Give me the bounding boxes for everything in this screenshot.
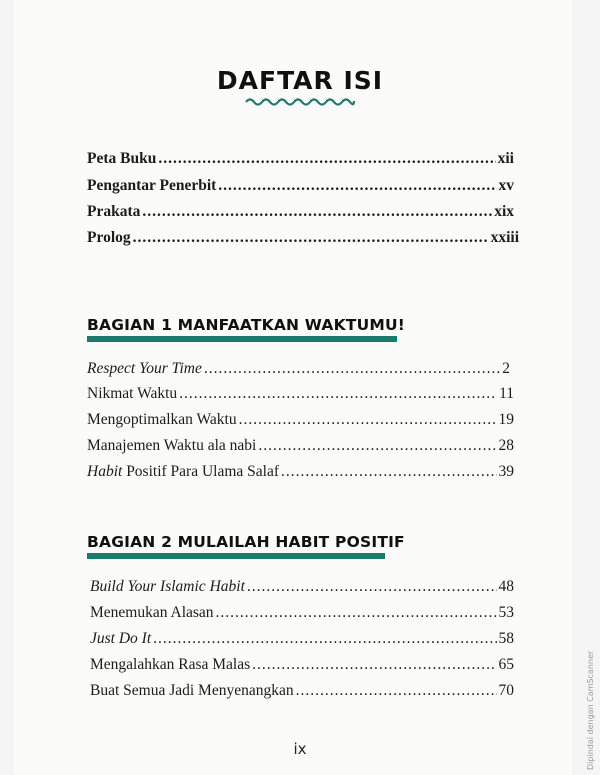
dot-leader [239,411,497,429]
dot-leader [258,437,496,455]
toc-entry-page: 58 [498,630,514,647]
toc-entry[interactable] [90,578,514,596]
title-underline-squiggle [244,96,356,106]
toc-entry-page: xii [497,150,514,167]
toc-entry-page: xv [498,177,514,194]
dot-leader [252,656,496,674]
toc-entry[interactable] [87,437,514,455]
toc-entry-label: Just Do It [90,630,152,647]
toc-entry-page: 2 [502,360,510,377]
dot-leader [204,360,500,378]
toc-entry-label: Build Your Islamic Habit [90,578,245,595]
toc-entry-page: 28 [498,437,514,454]
section-heading-bar [87,336,397,342]
dot-leader [158,150,495,168]
toc-entry[interactable] [90,630,514,648]
dot-leader [142,203,492,221]
toc-entry-page: 39 [498,463,514,480]
dot-leader [216,604,497,622]
toc-entry[interactable] [87,150,514,168]
toc-entry-page: 11 [499,385,514,402]
section-heading: BAGIAN 1 MANFAATKAN WAKTUMU! [87,316,406,334]
toc-entry[interactable] [87,229,519,247]
toc-entry-label: Menemukan Alasan [90,604,214,621]
toc-entry[interactable] [87,177,514,195]
dot-leader [218,177,496,195]
toc-entry-label: Peta Buku [87,150,157,167]
toc-entry[interactable] [87,411,514,429]
scanner-watermark: Dipindai dengan CamScanner [586,650,595,770]
toc-entry-page: xix [494,203,514,220]
section-heading: BAGIAN 2 MULAILAH HABIT POSITIF [87,533,405,551]
toc-entry-label: Prakata [87,203,141,220]
toc-entry-page: xxiii [490,229,519,246]
toc-entry-page: 19 [498,411,514,428]
toc-entry-label: Pengantar Penerbit [87,177,217,194]
toc-entry[interactable] [90,604,514,622]
section-heading-bar [87,553,385,559]
toc-entry[interactable] [87,203,514,221]
toc-entry-label: Nikmat Waktu [87,385,178,402]
toc-entry-label: Habit Positif Para Ulama Salaf [87,463,280,480]
toc-entry-label: Manajemen Waktu ala nabi [87,437,257,454]
toc-entry-page: 53 [498,604,514,621]
toc-entry[interactable] [87,463,514,481]
toc-entry[interactable] [87,385,514,403]
dot-leader [281,463,496,481]
toc-entry-label: Buat Semua Jadi Menyenangkan [90,682,294,699]
dot-leader [296,682,497,700]
toc-entry-page: 70 [498,682,514,699]
dot-leader [133,229,489,247]
page-number: ix [293,740,307,758]
toc-entry[interactable] [90,682,514,700]
toc-entry[interactable] [90,656,514,674]
toc-entry-label: Prolog [87,229,131,246]
dot-leader [179,385,497,403]
dot-leader [153,630,496,648]
toc-entry[interactable] [87,360,510,378]
toc-entry-page: 65 [498,656,514,673]
toc-entry-label: Mengoptimalkan Waktu [87,411,237,428]
toc-entry-page: 48 [498,578,514,595]
page-title: DAFTAR ISI [216,66,384,95]
dot-leader [247,578,497,596]
toc-entry-label: Respect Your Time [87,360,202,377]
toc-entry-label: Mengalahkan Rasa Malas [90,656,251,673]
